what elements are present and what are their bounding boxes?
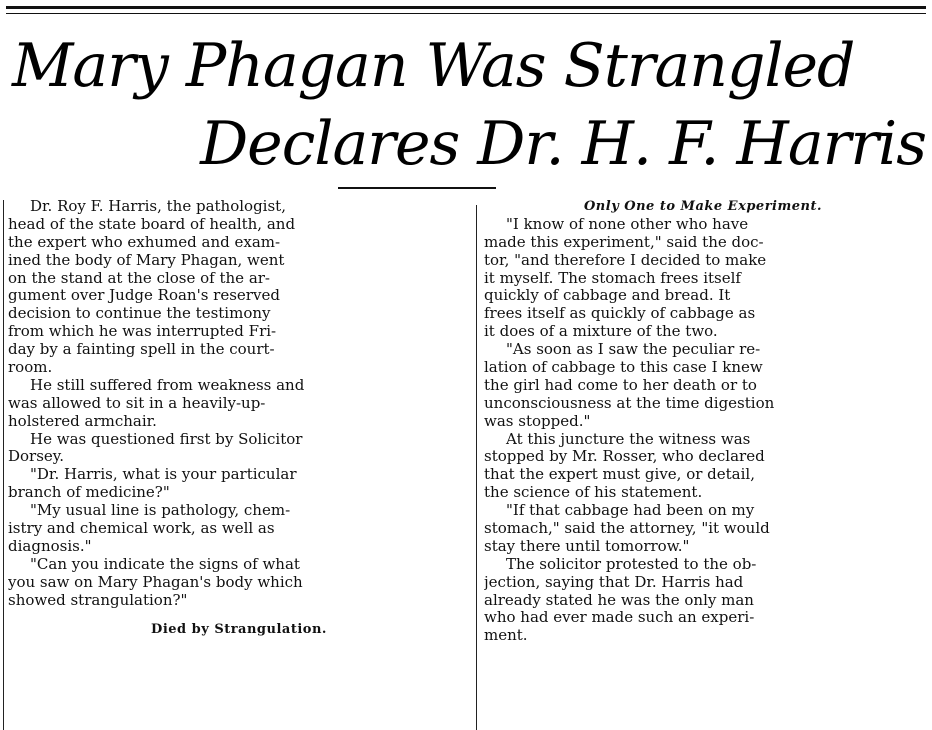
right-column-line: quickly of cabbage and bread. It [484,287,731,305]
left-column-line: on the stand at the close of the ar- [8,269,271,287]
left-column-line: He was questioned first by Solicitor [30,430,303,448]
right-column-line: it does of a mixture of the two. [484,323,718,341]
left-column-line: diagnosis." [8,537,92,555]
left-column-line: Dr. Roy F. Harris, the pathologist, [30,198,286,215]
top-rule-thin [6,13,926,14]
left-column-line: "My usual line is pathology, chem- [30,502,291,520]
top-rule-thick [6,6,926,9]
left-column-line: branch of medicine?" [8,484,170,502]
left-column-line: you saw on Mary Phagan's body which [8,573,303,591]
right-column-line: tor, "and therefore I decided to make [484,251,767,269]
left-column-line: day by a fainting spell in the court- [8,341,275,359]
right-column-line: stopped by Mr. Rosser, who declared [484,448,765,466]
headline-line-1: Mary Phagan Was Strangled [12,31,855,101]
left-column-line: room. [8,359,53,377]
left-column-line: "Can you indicate the signs of what [30,555,300,573]
right-column-line: it myself. The stomach frees itself [484,269,741,287]
right-column-line: already stated he was the only man [484,591,754,609]
right-column-line: "As soon as I saw the peculiar re- [506,341,761,359]
right-column-line: unconsciousness at the time digestion [484,394,775,412]
right-column-line: who had ever made such an experi- [484,609,755,627]
right-column-line: ment. [484,627,528,645]
left-column-line: decision to continue the testimony [8,305,271,323]
right-column-line: that the expert must give, or detail, [484,466,755,484]
headline-line-2: Declares Dr. H. F. Harris [200,109,926,179]
right-column-line: The solicitor protested to the ob- [506,555,757,573]
right-column-line: frees itself as quickly of cabbage as [484,305,756,323]
right-column-lines [484,216,922,645]
right-subhead: Only One to Make Experiment. [583,199,822,214]
right-column-line: At this juncture the witness was [506,430,751,448]
right-column-line: "I know of none other who have [506,215,749,233]
column-divider [476,205,477,730]
right-column-line: the science of his statement. [484,484,703,502]
left-column-line: Dorsey. [8,448,65,466]
right-column-line: lation of cabbage to this case I knew [484,359,763,377]
left-column-line: "Dr. Harris, what is your particular [30,466,297,484]
left-column-line: ined the body of Mary Phagan, went [8,251,285,269]
left-page-border [3,200,4,730]
right-column-line: stomach," said the attorney, "it would [484,520,770,538]
right-column-line: the girl had come to her death or to [484,376,757,394]
left-column-line: the expert who exhumed and exam- [8,233,281,251]
left-column-line: holstered armchair. [8,412,157,430]
left-column-lines [8,198,470,609]
left-column-line: gument over Judge Roan's reserved [8,287,280,305]
right-column-line: made this experiment," said the doc- [484,233,764,251]
left-column [8,198,470,639]
right-column [484,198,922,645]
right-column-line: was stopped." [484,412,591,430]
left-column-line: was allowed to sit in a heavily-up- [8,394,266,412]
right-column-line: "If that cabbage had been on my [506,502,755,520]
left-column-line: from which he was interrupted Fri- [8,323,277,341]
left-subhead: Died by Strangulation. [151,622,327,638]
left-column-line: istry and chemical work, as well as [8,520,275,538]
left-column-line: head of the state board of health, and [8,215,296,233]
headline-divider [338,187,496,189]
left-column-line: He still suffered from weakness and [30,376,305,394]
left-column-line: showed strangulation?" [8,591,188,609]
right-column-line: stay there until tomorrow." [484,537,690,555]
subhead-gap [8,609,470,621]
right-column-line: jection, saying that Dr. Harris had [484,573,744,591]
